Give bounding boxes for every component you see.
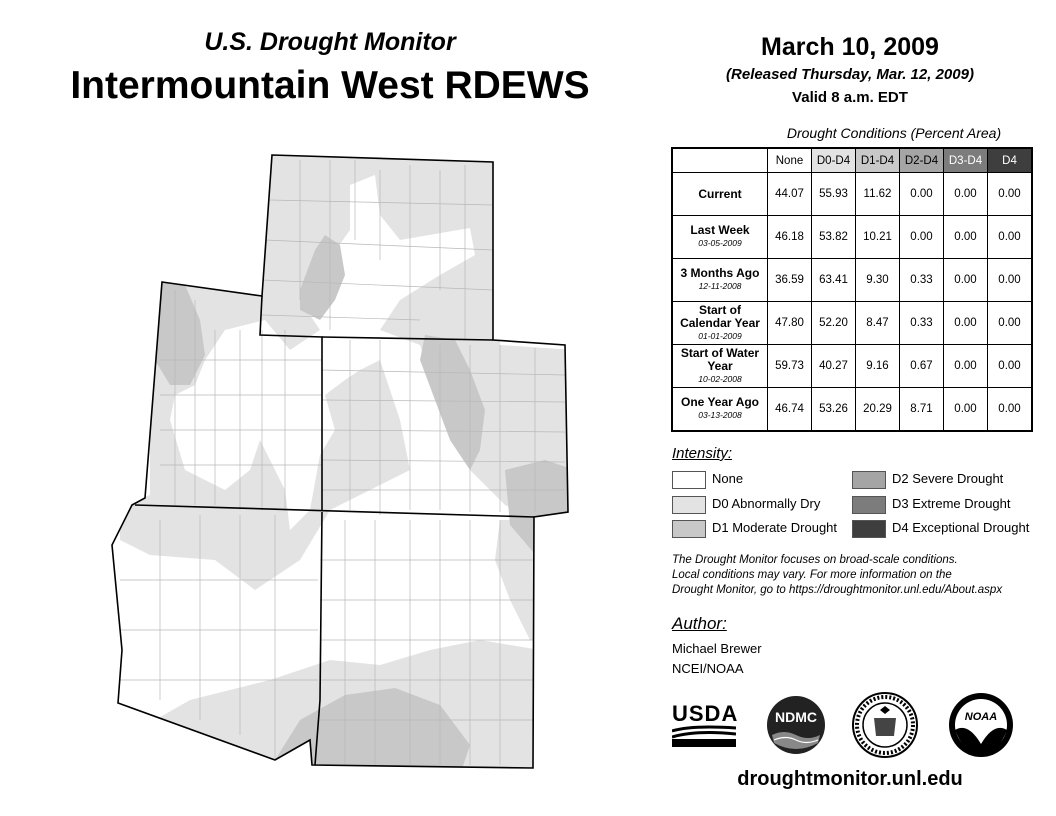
legend-label: D3 Extreme Drought (892, 496, 1011, 511)
table-row (672, 302, 1032, 345)
row-label (672, 345, 768, 388)
cell-value: 55.93 (812, 173, 856, 216)
row-label (672, 173, 768, 216)
table-row (672, 345, 1032, 388)
usda-logo-text: USDA (672, 701, 739, 726)
cell-value: 63.41 (812, 259, 856, 302)
cell-value: 44.07 (768, 173, 812, 216)
legend-label: D0 Abnormally Dry (712, 496, 821, 511)
drought-map (0, 140, 660, 780)
table-header-row (672, 148, 1032, 173)
cell-value: 9.16 (856, 345, 900, 388)
map-subtitle: U.S. Drought Monitor (204, 28, 456, 56)
ndmc-logo-text: NDMC (775, 709, 817, 725)
noaa-logo-text: NOAA (964, 711, 998, 723)
cell-value: 0.00 (944, 388, 988, 432)
cell-value: 0.00 (944, 173, 988, 216)
cell-value: 0.00 (900, 173, 944, 216)
legend-swatch (672, 520, 706, 538)
row-label-text: Last Week (690, 223, 750, 237)
valid-time: Valid 8 a.m. EDT (792, 89, 908, 106)
column-header-d4: D4 (988, 148, 1033, 173)
cell-value: 40.27 (812, 345, 856, 388)
map-title: Intermountain West RDEWS (70, 64, 590, 107)
cell-value: 52.20 (812, 302, 856, 345)
table-row (672, 216, 1032, 259)
cell-value: 46.74 (768, 388, 812, 432)
cell-value: 9.30 (856, 259, 900, 302)
table-row (672, 388, 1032, 432)
table-corner (672, 148, 768, 173)
row-date: 03-13-2008 (698, 410, 742, 420)
legend-label: D4 Exceptional Drought (892, 520, 1030, 535)
row-date: 12-11-2008 (698, 281, 742, 291)
legend-swatch (852, 471, 886, 489)
note-line: Drought Monitor, go to https://droughtmonitor.unl.edu/About.aspx (672, 584, 1003, 596)
legend-label: D1 Moderate Drought (712, 520, 838, 535)
row-label-text: Start of Water Year (680, 345, 760, 373)
cell-value: 8.47 (856, 302, 900, 345)
note-line: The Drought Monitor focuses on broad-scale conditions. (672, 554, 958, 566)
cell-value: 59.73 (768, 345, 812, 388)
map-date: March 10, 2009 (761, 33, 939, 61)
row-label-text: Current (698, 186, 742, 201)
ndmc-logo (766, 695, 826, 755)
column-header-d0-d4: D0-D4 (812, 148, 856, 173)
cell-value: 0.00 (944, 302, 988, 345)
commerce-seal-icon (852, 692, 918, 758)
row-date: 03-05-2009 (698, 238, 742, 248)
legend-label: None (712, 471, 744, 486)
intensity-heading: Intensity: (672, 445, 733, 462)
cell-value: 0.00 (988, 259, 1033, 302)
legend-swatch (672, 471, 706, 489)
cell-value: 20.29 (856, 388, 900, 432)
author-name: Michael Brewer (672, 641, 762, 656)
table-row (672, 173, 1032, 216)
column-header-none: None (768, 148, 812, 173)
cell-value: 46.18 (768, 216, 812, 259)
release-date: (Released Thursday, Mar. 12, 2009) (726, 66, 974, 83)
row-label-text: Start of Calendar Year (680, 302, 760, 330)
column-header-d2-d4: D2-D4 (900, 148, 944, 173)
author-heading: Author: (672, 614, 727, 633)
row-label-text: 3 Months Ago (680, 266, 760, 280)
legend-label: D2 Severe Drought (892, 471, 1004, 486)
cell-value: 36.59 (768, 259, 812, 302)
cell-value: 0.00 (900, 216, 944, 259)
usda-logo (672, 703, 738, 749)
usda-logo-waves (672, 725, 736, 747)
noaa-logo (948, 692, 1014, 758)
row-date: 10-02-2008 (698, 373, 742, 384)
row-label (672, 216, 768, 259)
column-header-d1-d4: D1-D4 (856, 148, 900, 173)
cell-value: 53.26 (812, 388, 856, 432)
cell-value: 8.71 (900, 388, 944, 432)
cell-value: 0.00 (944, 259, 988, 302)
cell-value: 47.80 (768, 302, 812, 345)
legend-swatch (852, 520, 886, 538)
cell-value: 0.33 (900, 302, 944, 345)
cell-value: 0.00 (988, 302, 1033, 345)
note-line: Local conditions may vary. For more information on the (672, 569, 952, 581)
table-caption: Drought Conditions (Percent Area) (786, 125, 1002, 141)
cell-value: 0.67 (900, 345, 944, 388)
row-label (672, 259, 768, 302)
row-label (672, 302, 768, 345)
cell-value: 0.00 (988, 345, 1033, 388)
row-label-text: One Year Ago (680, 395, 760, 409)
cell-value: 11.62 (856, 173, 900, 216)
drought-statistics-table (671, 147, 1033, 432)
disclaimer-note (672, 553, 1052, 598)
row-date: 01-01-2009 (698, 330, 742, 341)
cell-value: 0.00 (988, 216, 1033, 259)
cell-value: 0.33 (900, 259, 944, 302)
cell-value: 0.00 (944, 216, 988, 259)
row-label (672, 388, 768, 432)
cell-value: 0.00 (988, 173, 1033, 216)
ndmc-logo-mark (766, 695, 826, 755)
table-row (672, 259, 1032, 302)
column-header-d3-d4: D3-D4 (944, 148, 988, 173)
legend-swatch (672, 496, 706, 514)
cell-value: 53.82 (812, 216, 856, 259)
legend-swatch (852, 496, 886, 514)
cell-value: 0.00 (988, 388, 1033, 432)
noaa-logo-mark (948, 692, 1014, 758)
cell-value: 10.21 (856, 216, 900, 259)
author-organization: NCEI/NOAA (672, 661, 744, 676)
website-link[interactable]: droughtmonitor.unl.edu (737, 768, 963, 790)
cell-value: 0.00 (944, 345, 988, 388)
